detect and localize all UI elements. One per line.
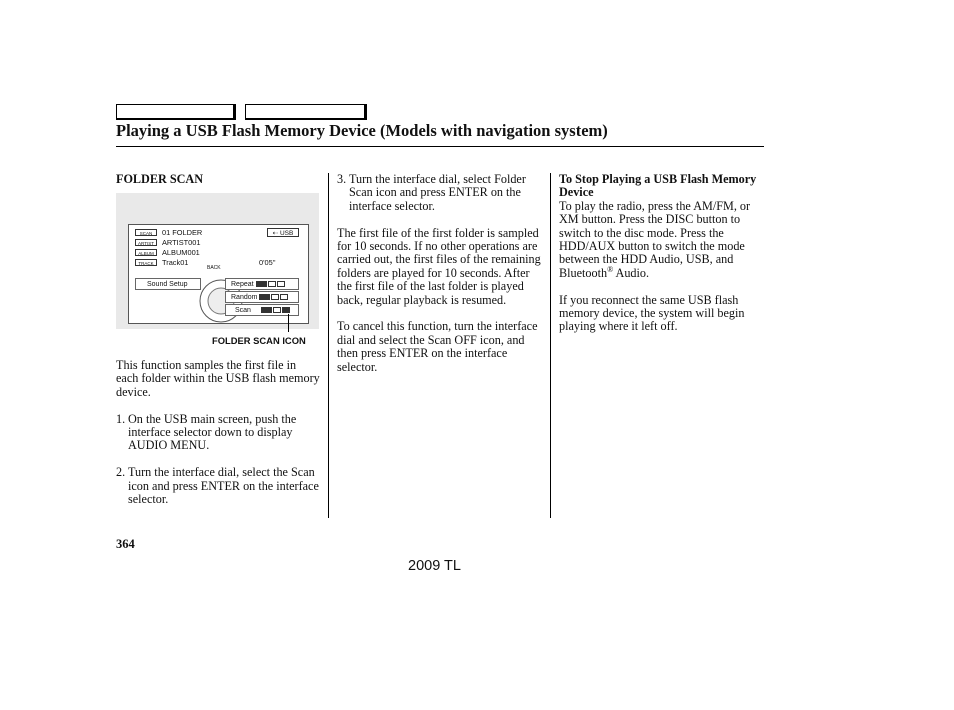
repeat-off-icon — [256, 281, 267, 287]
caption-leader-line — [288, 314, 289, 332]
folder-scan-icon — [282, 307, 290, 313]
scan-off-icon — [261, 307, 272, 313]
column-divider-2 — [550, 173, 551, 518]
screen-tag-album: ALBUM — [135, 249, 157, 256]
stop-playing-heading: To Stop Playing a USB Flash Memory Device — [559, 172, 757, 200]
screen-track: Track01 — [162, 258, 189, 267]
menu-random-label: Random — [231, 294, 258, 301]
random-icon — [271, 294, 279, 300]
stop-playing-paragraph — [559, 200, 765, 280]
registered-mark: ® — [607, 264, 614, 274]
menu-scan-label: Scan — [235, 307, 251, 314]
header-tab-right — [245, 104, 367, 120]
screen-album: ALBUM001 — [162, 248, 200, 257]
column-divider-1 — [328, 173, 329, 518]
right-column-text — [559, 173, 765, 347]
usb-source-label: USB — [279, 230, 294, 237]
step-2 — [116, 466, 321, 506]
menu-sound-setup: Sound Setup — [135, 278, 201, 290]
header-tab-left — [116, 104, 236, 120]
cancel-paragraph: To cancel this function, turn the interface dial and select the Scan OFF icon, and then press ENTER on the interface selector. — [337, 319, 538, 374]
step-1-number: 1. — [116, 411, 126, 426]
page-title: Playing a USB Flash Memory Device (Models with navigation system) — [116, 121, 608, 140]
reconnect-paragraph: If you reconnect the same USB flash memory device, the system will begin playing where it left off. — [559, 292, 745, 334]
model-footer: 2009 TL — [408, 558, 461, 574]
step-1 — [116, 413, 321, 453]
random-folder-icon — [280, 294, 288, 300]
step-1-text: On the USB main screen, push the interface selector down to display AUDIO MENU. — [128, 411, 297, 453]
audio-menu-screen — [128, 224, 309, 324]
stop-playing-text-end: Audio. — [613, 265, 650, 280]
screen-artist: ARTIST001 — [162, 238, 201, 247]
left-column-text — [116, 359, 321, 520]
intro-paragraph: This function samples the first file in each folder within the USB flash memory device. — [116, 358, 320, 399]
step-2-text: Turn the interface dial, select the Scan icon and press ENTER on the interface selector. — [128, 465, 319, 507]
repeat-folder-icon — [277, 281, 285, 287]
audio-menu-figure — [116, 193, 319, 329]
step-2-number: 2. — [116, 465, 126, 480]
repeat-icon — [268, 281, 276, 287]
page-number: 364 — [116, 537, 135, 551]
middle-column-text — [337, 173, 542, 387]
sampling-paragraph: The first file of the first folder is sampled for 10 seconds. If no other operations are carried out, the first files of the remaining folders are played for 10 seconds. After the first file of the last folder is played back, regular playback is resumed. — [337, 225, 541, 307]
back-label: BACK — [207, 265, 221, 271]
step-3-number: 3. — [337, 172, 347, 186]
folder-scan-heading: FOLDER SCAN — [116, 172, 204, 186]
menu-repeat — [225, 278, 299, 290]
screen-folder: 01 FOLDER — [162, 228, 203, 237]
title-rule — [116, 146, 764, 147]
screen-tag-artist: ARTIST — [135, 239, 157, 246]
stop-playing-text: To play the radio, press the AM/FM, or XM button. Press the DISC button to switch to the disc mode. Press the HDD/AUX button to switch the mode between the HDD Audio, USB, and Bluetooth — [559, 198, 751, 280]
screen-tag-track: TRACK — [135, 259, 157, 266]
random-off-icon — [259, 294, 270, 300]
menu-random — [225, 291, 299, 303]
scan-icon — [273, 307, 281, 313]
screen-tag-scan: SCAN — [135, 229, 157, 236]
step-3-text: Turn the interface dial, select Folder Scan icon and press ENTER on the interface selector. — [349, 172, 526, 213]
usb-icon: ⇠ — [272, 230, 280, 237]
menu-repeat-label: Repeat — [231, 281, 254, 288]
screen-track-time: 0'05'' — [259, 258, 276, 267]
figure-caption: FOLDER SCAN ICON — [212, 335, 306, 346]
step-3 — [337, 173, 542, 213]
